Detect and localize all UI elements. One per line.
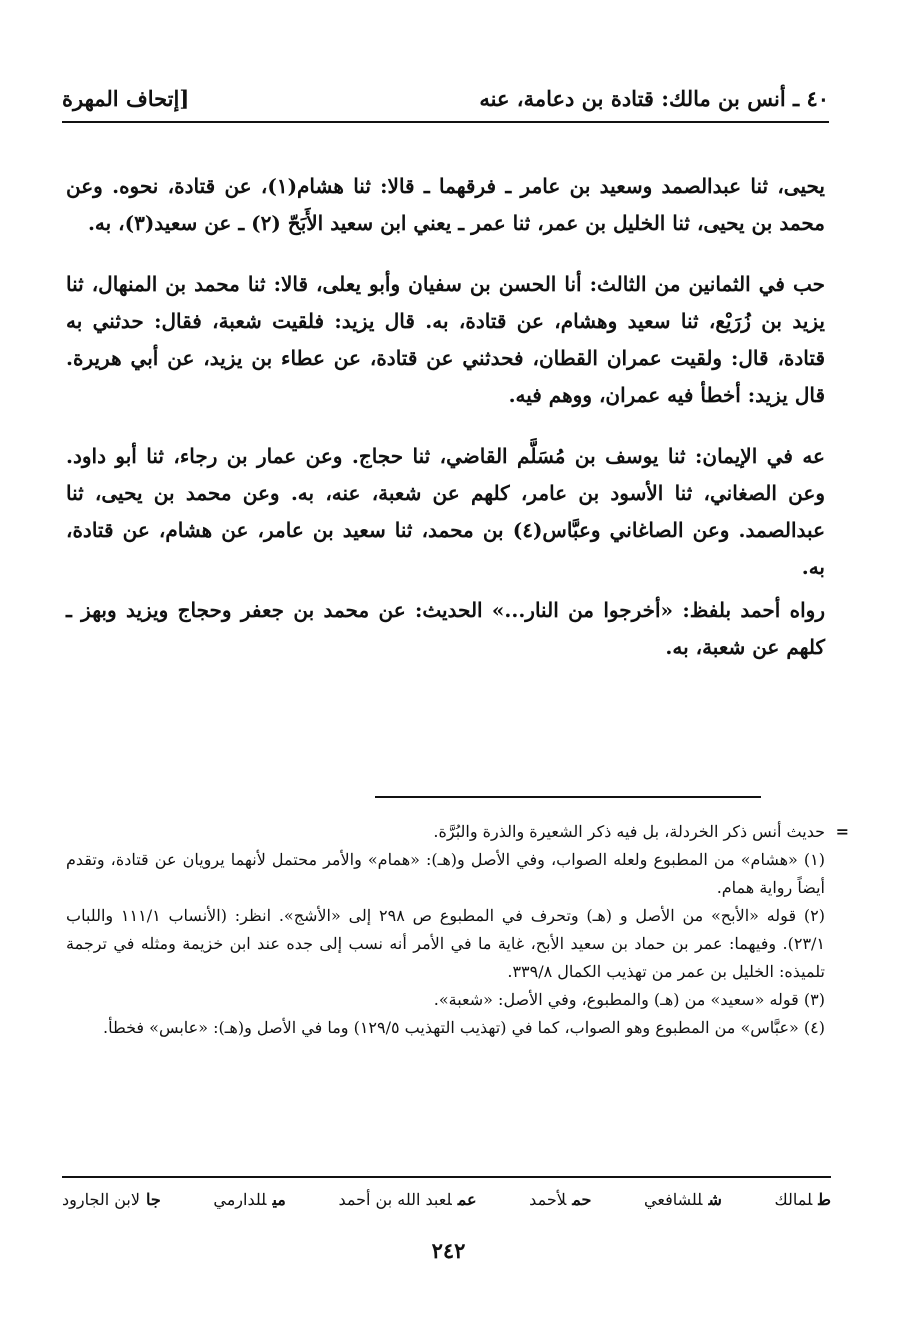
abbreviation-label: لعبد الله بن أحمد <box>338 1190 452 1209</box>
abbreviation-item <box>644 1190 722 1209</box>
abbreviation-item <box>529 1190 591 1209</box>
abbreviation-label: لابن الجارود <box>62 1190 140 1209</box>
footnote-2: (٢) قوله «الأبح» من الأصل و (هـ) وتحرف في المطبوع ص ٢٩٨ إلى «الأشج». انظر: (الأنساب ١١١/١ واللباب ٢٣/١). وفيهما: عمر بن حماد بن سعيد الأبح، غاية ما في الأمر أنه نسب إلى جده عند ابن خزيمة ومثله في ترجمة تلميذه: الخليل بن عمر من تهذيب الكمال ٣٣٩/٨. <box>66 906 826 981</box>
abbreviation-label: للشافعي <box>644 1190 703 1209</box>
footnote-1: (١) «هشام» من المطبوع ولعله الصواب، وفي الأصل و(هـ): «همام» والأمر محتمل لأنهما يرويان عن قتادة، وتقدم أيضاً رواية همام. <box>66 850 825 897</box>
abbreviation-code: عم <box>457 1190 477 1209</box>
paragraph-2: حب في الثمانين من الثالث: أنا الحسن بن سفيان وأبو يعلى، قالا: ثنا محمد بن المنهال، ثنا يزيد بن زُرَيْع، ثنا سعيد وهشام، عن قتادة، به. قال يزيد: فلقيت شعبة، فقال: حدثني به قتادة، قال: ولقيت عمران القطان، فحدثني عن قتادة، عن عطاء بن يزيد، عن أبي هريرة. قال يزيد: أخطأ فيه عمران، ووهم فيه. <box>66 272 826 407</box>
footnote-divider <box>375 796 761 798</box>
running-header <box>62 78 829 118</box>
footnotes <box>66 818 849 1042</box>
main-text <box>66 168 825 666</box>
chapter-title: ٤٠ ـ أنس بن مالك: قتادة بن دعامة، عنه <box>479 85 829 111</box>
paragraph-3: عه في الإيمان: ثنا يوسف بن مُسَلَّم القاضي، ثنا حجاج. وعن عمار بن رجاء، ثنا أبو داود. وعن الصغاني، ثنا الأسود بن عامر، كلهم عن شعبة، عنه، به. وعن محمد بن يحيى، ثنا عبدالصمد. وعن الصاغاني وعبَّاس(٤) بن محمد، ثنا سعيد بن عامر، عن هشام، عن قتادة، به. <box>66 444 826 579</box>
abbreviation-item <box>62 1190 161 1209</box>
abbreviations-divider <box>62 1176 831 1178</box>
abbreviation-label: للدارمي <box>213 1190 267 1209</box>
abbreviation-code: حم <box>572 1190 592 1209</box>
continuation-text: حديث أنس ذكر الخردلة، بل فيه ذكر الشعيرة والذرة والبُرَّة. <box>433 822 825 841</box>
abbreviation-label: لمالك <box>774 1190 813 1209</box>
paragraph-4: رواه أحمد بلفظ: «أخرجوا من النار...» الحديث: عن محمد بن جعفر وحجاج ويزيد وبهز ـ كلهم عن شعبة، به. <box>66 598 825 659</box>
abbreviation-label: لأحمد <box>529 1190 567 1209</box>
abbreviation-item <box>338 1190 476 1209</box>
abbreviation-item <box>213 1190 285 1209</box>
page-number: ٢٤٢ <box>431 1238 466 1263</box>
abbreviation-item <box>774 1190 831 1209</box>
abbreviation-code: ش <box>708 1190 722 1209</box>
footnote-3: (٣) قوله «سعيد» من (هـ) والمطبوع، وفي الأصل: «شعبة». <box>433 990 825 1009</box>
header-divider <box>62 121 829 123</box>
footnote-4: (٤) «عبَّاس» من المطبوع وهو الصواب، كما في (تهذيب التهذيب ١٢٩/٥) وما في الأصل و(هـ): «عابس» فخطأ. <box>103 1018 825 1037</box>
paragraph-1: يحيى، ثنا عبدالصمد وسعيد بن عامر ـ فرقهما ـ قالا: ثنا هشام(١)، عن قتادة، نحوه. وعن محمد بن يحيى، ثنا الخليل بن عمر، ثنا عمر ـ يعني ابن سعيد الأَبَحّ (٢) ـ عن سعيد(٣)، به. <box>66 174 825 235</box>
continuation-mark: = <box>835 822 849 841</box>
abbreviations-legend <box>62 1190 831 1209</box>
abbreviation-code: جا <box>145 1190 161 1209</box>
book-title: [إتحاف المهرة <box>62 85 190 111</box>
abbreviation-code: ط <box>818 1190 831 1209</box>
footnote-continuation <box>66 818 849 846</box>
abbreviation-code: مي <box>272 1190 286 1209</box>
